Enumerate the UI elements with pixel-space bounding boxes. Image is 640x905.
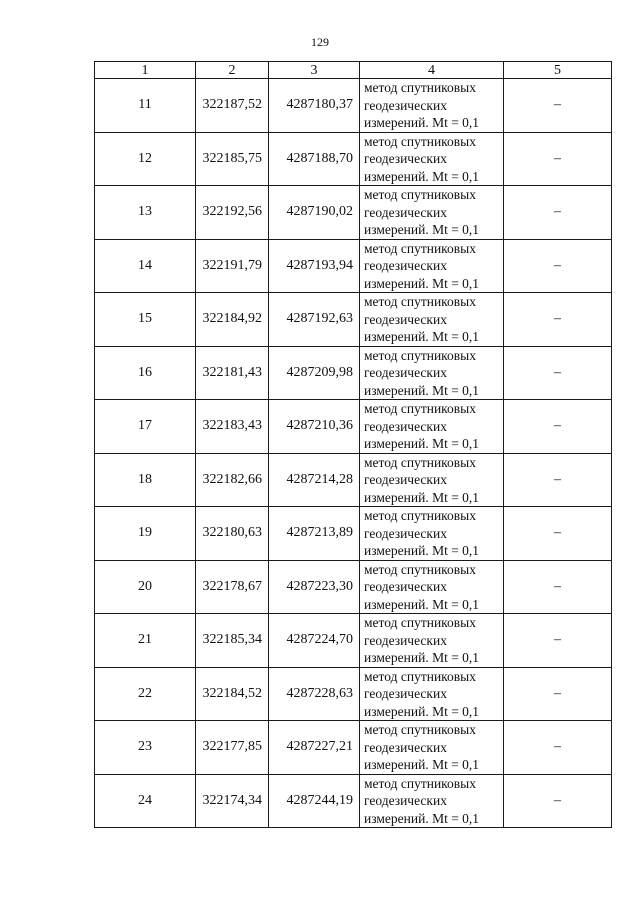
method-line: измерений. Mt = 0,1	[364, 543, 480, 558]
y-coordinate-cell: 4287209,98	[269, 346, 360, 400]
y-coordinate-cell: 4287213,89	[269, 507, 360, 561]
x-coordinate-cell: 322191,79	[196, 239, 269, 293]
method-line: метод спутниковых	[364, 775, 476, 791]
page-number: 129	[311, 35, 329, 49]
method-line: геодезических	[364, 151, 447, 166]
method-line: геодезических	[364, 579, 447, 594]
method-cell	[360, 560, 504, 614]
x-coordinate-cell: 322181,43	[196, 346, 269, 400]
method-cell	[360, 79, 504, 133]
x-coordinate-cell: 322187,52	[196, 79, 269, 133]
table-row	[95, 721, 612, 775]
column-header-5: 5	[504, 62, 612, 79]
y-coordinate-cell: 4287193,94	[269, 239, 360, 293]
point-number-cell: 11	[95, 79, 196, 133]
method-line: метод спутниковых	[364, 133, 476, 149]
table-row	[95, 560, 612, 614]
method-cell	[360, 721, 504, 775]
note-cell: –	[504, 346, 612, 400]
method-line: измерений. Mt = 0,1	[364, 489, 480, 505]
table-row	[95, 667, 612, 721]
y-coordinate-cell: 4287210,36	[269, 400, 360, 454]
x-coordinate-cell: 322182,66	[196, 453, 269, 507]
note-cell: –	[504, 239, 612, 293]
point-number-cell: 20	[95, 560, 196, 614]
method-line: геодезических	[364, 204, 447, 220]
y-coordinate-cell: 4287214,28	[269, 453, 360, 507]
table-row	[95, 239, 612, 293]
method-line: геодезических	[364, 311, 447, 327]
point-number-cell: 19	[95, 507, 196, 561]
note-cell: –	[504, 79, 612, 133]
note-cell: –	[504, 132, 612, 186]
table-row	[95, 186, 612, 240]
method-line: геодезических	[364, 258, 447, 273]
y-coordinate-cell: 4287244,19	[269, 774, 360, 828]
method-line: измерений. Mt = 0,1	[364, 436, 480, 451]
point-number-cell: 17	[95, 400, 196, 454]
method-line: измерений. Mt = 0,1	[364, 382, 480, 398]
y-coordinate-cell: 4287180,37	[269, 79, 360, 133]
method-cell	[360, 346, 504, 400]
method-line: геодезических	[364, 525, 447, 541]
point-number-cell: 15	[95, 293, 196, 347]
x-coordinate-cell: 322177,85	[196, 721, 269, 775]
method-cell	[360, 186, 504, 240]
method-line: измерений. Mt = 0,1	[364, 329, 480, 344]
point-number-cell: 16	[95, 346, 196, 400]
note-cell: –	[504, 667, 612, 721]
note-cell: –	[504, 453, 612, 507]
point-number-cell: 13	[95, 186, 196, 240]
note-cell: –	[504, 507, 612, 561]
header-row	[95, 62, 612, 79]
point-number-cell: 12	[95, 132, 196, 186]
method-line: метод спутниковых	[364, 508, 476, 523]
point-number-cell: 22	[95, 667, 196, 721]
y-coordinate-cell: 4287190,02	[269, 186, 360, 240]
x-coordinate-cell: 322180,63	[196, 507, 269, 561]
x-coordinate-cell: 322174,34	[196, 774, 269, 828]
method-line: метод спутниковых	[364, 722, 476, 737]
table-row	[95, 507, 612, 561]
method-line: измерений. Mt = 0,1	[364, 810, 480, 826]
table-body	[95, 79, 612, 828]
point-number-cell: 21	[95, 614, 196, 668]
note-cell: –	[504, 614, 612, 668]
method-line: геодезических	[364, 793, 447, 808]
method-cell	[360, 667, 504, 721]
y-coordinate-cell: 4287228,63	[269, 667, 360, 721]
table-header	[95, 62, 612, 79]
method-line: метод спутниковых	[364, 294, 476, 309]
table-row	[95, 132, 612, 186]
method-line: измерений. Mt = 0,1	[364, 115, 480, 130]
point-number-cell: 14	[95, 239, 196, 293]
note-cell: –	[504, 774, 612, 828]
method-line: метод спутниковых	[364, 347, 476, 363]
x-coordinate-cell: 322184,52	[196, 667, 269, 721]
column-header-2: 2	[196, 62, 269, 79]
method-line: измерений. Mt = 0,1	[364, 222, 480, 237]
x-coordinate-cell: 322185,75	[196, 132, 269, 186]
method-line: геодезических	[364, 739, 447, 755]
note-cell: –	[504, 560, 612, 614]
column-header-4: 4	[360, 62, 504, 79]
x-coordinate-cell: 322185,34	[196, 614, 269, 668]
column-header-3: 3	[269, 62, 360, 79]
table-row	[95, 346, 612, 400]
method-line: метод спутниковых	[364, 240, 476, 256]
table-row	[95, 774, 612, 828]
method-line: метод спутниковых	[364, 668, 476, 684]
method-line: измерений. Mt = 0,1	[364, 596, 480, 612]
method-cell	[360, 293, 504, 347]
x-coordinate-cell: 322184,92	[196, 293, 269, 347]
note-cell: –	[504, 293, 612, 347]
y-coordinate-cell: 4287227,21	[269, 721, 360, 775]
method-cell	[360, 453, 504, 507]
method-line: метод спутниковых	[364, 615, 476, 630]
y-coordinate-cell: 4287192,63	[269, 293, 360, 347]
method-line: измерений. Mt = 0,1	[364, 275, 480, 291]
method-line: измерений. Mt = 0,1	[364, 757, 480, 772]
table-row	[95, 400, 612, 454]
method-cell	[360, 239, 504, 293]
method-line: метод спутниковых	[364, 561, 476, 577]
method-line: геодезических	[364, 418, 447, 434]
x-coordinate-cell: 322183,43	[196, 400, 269, 454]
method-line: геодезических	[364, 365, 447, 380]
method-line: геодезических	[364, 632, 447, 648]
table-row	[95, 293, 612, 347]
coordinates-table	[94, 61, 612, 828]
method-line: метод спутниковых	[364, 80, 476, 95]
method-cell	[360, 400, 504, 454]
point-number-cell: 18	[95, 453, 196, 507]
table-row	[95, 453, 612, 507]
note-cell: –	[504, 400, 612, 454]
x-coordinate-cell: 322178,67	[196, 560, 269, 614]
method-cell	[360, 614, 504, 668]
table-row	[95, 614, 612, 668]
y-coordinate-cell: 4287224,70	[269, 614, 360, 668]
method-line: измерений. Mt = 0,1	[364, 650, 480, 665]
y-coordinate-cell: 4287223,30	[269, 560, 360, 614]
method-cell	[360, 507, 504, 561]
note-cell: –	[504, 186, 612, 240]
method-line: геодезических	[364, 472, 447, 487]
point-number-cell: 23	[95, 721, 196, 775]
method-line: измерений. Mt = 0,1	[364, 703, 480, 719]
column-header-1: 1	[95, 62, 196, 79]
x-coordinate-cell: 322192,56	[196, 186, 269, 240]
method-cell	[360, 774, 504, 828]
table-row	[95, 79, 612, 133]
method-line: метод спутниковых	[364, 187, 476, 202]
method-line: геодезических	[364, 686, 447, 701]
method-line: метод спутниковых	[364, 454, 476, 470]
note-cell: –	[504, 721, 612, 775]
method-line: геодезических	[364, 97, 447, 113]
y-coordinate-cell: 4287188,70	[269, 132, 360, 186]
method-line: метод спутниковых	[364, 401, 476, 416]
method-line: измерений. Mt = 0,1	[364, 168, 480, 184]
point-number-cell: 24	[95, 774, 196, 828]
method-cell	[360, 132, 504, 186]
